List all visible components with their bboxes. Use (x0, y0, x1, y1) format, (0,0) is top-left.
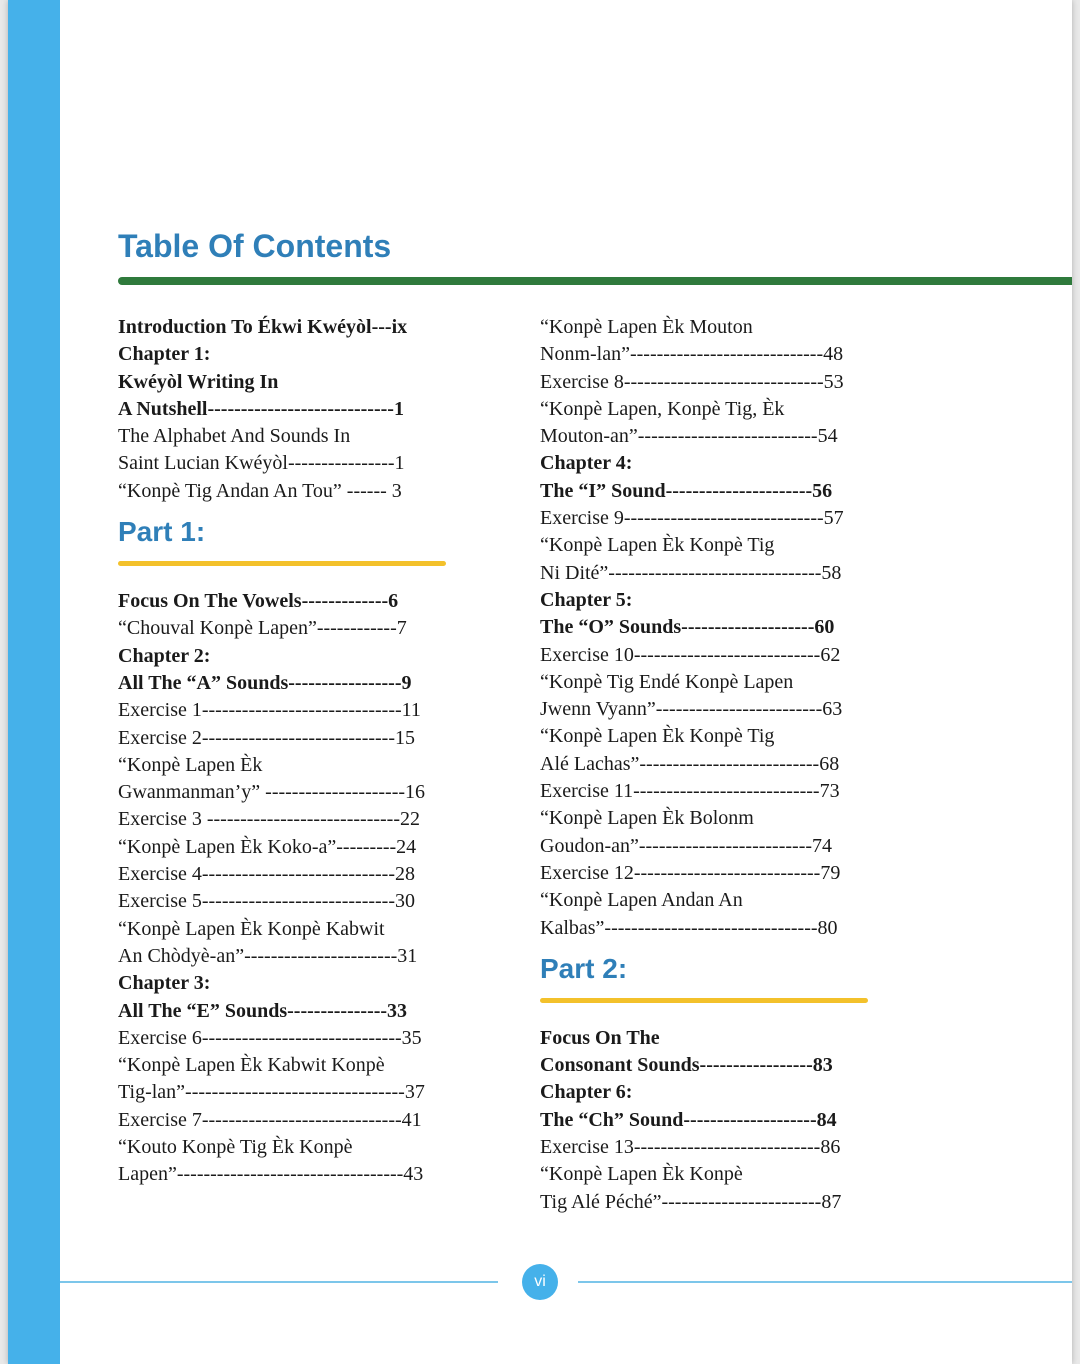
toc-entry-line: Exercise 6------------------------------35 (118, 1026, 422, 1049)
toc-entry-line: Exercise 4-----------------------------28 (118, 863, 415, 886)
toc-entry-line: Tig Alé Péché”------------------------87 (540, 1190, 842, 1213)
toc-entry-line: “Konpè Lapen Èk Koko-a”---------24 (118, 835, 417, 858)
toc-entry-line: An Chòdyè-an”-----------------------31 (118, 944, 418, 967)
title-underline (118, 277, 1072, 285)
toc-entry-line: Exercise 5-----------------------------30 (118, 890, 415, 913)
toc-entry-line: Exercise 2-----------------------------15 (118, 726, 415, 749)
toc-entry-line: Gwanmanman’y” ---------------------16 (118, 781, 426, 804)
toc-entry-line: Exercise 13----------------------------86 (540, 1136, 841, 1159)
side-color-bar (8, 0, 60, 1364)
part-heading: Part 1: (118, 516, 206, 548)
toc-entry-line: “Konpè Lapen Èk (118, 753, 263, 776)
toc-left-column (118, 314, 438, 1189)
toc-heading-line: Kwéyòl Writing In (118, 370, 279, 393)
footer-rule-right (578, 1281, 1072, 1283)
toc-heading-line: Chapter 3: (118, 972, 211, 995)
toc-entry-line: “Konpè Lapen Èk Konpè Kabwit (118, 917, 385, 940)
toc-heading-line: Chapter 4: (540, 452, 633, 475)
toc-entry-line: The Alphabet And Sounds In (118, 425, 351, 448)
toc-heading-line: The “O” Sounds--------------------60 (540, 616, 835, 639)
toc-entry-line: Exercise 3 -----------------------------22 (118, 808, 420, 831)
toc-entry-line: “Konpè Lapen Èk Konpè (540, 1163, 743, 1186)
page-title: Table Of Contents (118, 228, 392, 264)
toc-heading-line: Chapter 5: (540, 588, 633, 611)
toc-entry-line: “Chouval Konpè Lapen”------------7 (118, 617, 407, 640)
toc-entry-line: Exercise 10----------------------------62 (540, 643, 841, 666)
toc-entry-line: Alé Lachas”---------------------------68 (540, 752, 840, 775)
toc-heading-line: A Nutshell----------------------------1 (118, 397, 404, 420)
toc-entry-line: Exercise 11----------------------------73 (540, 780, 840, 803)
toc-entry-line: Goudon-an”--------------------------74 (540, 834, 833, 857)
part-underline (118, 561, 446, 566)
toc-heading-line: All The “A” Sounds-----------------9 (118, 671, 412, 694)
part-underline (540, 998, 868, 1003)
toc-heading-line: Introduction To Ékwi Kwéyòl---ix (118, 316, 408, 338)
toc-heading-line: Focus On The (540, 1026, 660, 1049)
toc-entry-line: “Konpè Lapen Èk Konpè Tig (540, 534, 775, 557)
toc-entry-line: Saint Lucian Kwéyòl----------------1 (118, 452, 405, 475)
toc-right-column (540, 314, 860, 1216)
toc-entry-line: “Konpè Tig Endé Konpè Lapen (540, 670, 794, 693)
footer-rule-left (60, 1281, 498, 1283)
toc-heading-line: The “I” Sound----------------------56 (540, 479, 833, 502)
toc-entry-line: “Konpè Tig Andan An Tou” ------ 3 (118, 479, 402, 502)
document-page (8, 0, 1072, 1364)
toc-entry-line: Exercise 9------------------------------57 (540, 507, 844, 530)
toc-entry-line: “Konpè Lapen Èk Kabwit Konpè (118, 1054, 385, 1077)
toc-entry-line: “Konpè Lapen Èk Bolonm (540, 807, 754, 830)
toc-entry-line: Mouton-an”---------------------------54 (540, 425, 838, 448)
toc-entry-line: “Konpè Lapen Èk Konpè Tig (540, 725, 775, 748)
page-number: vi (522, 1264, 558, 1300)
toc-entry-line: Jwenn Vyann”-------------------------63 (540, 698, 843, 721)
toc-heading-line: The “Ch” Sound--------------------84 (540, 1108, 837, 1131)
toc-entry-line: Lapen”----------------------------------43 (118, 1163, 424, 1186)
toc-entry-line: Exercise 1------------------------------11 (118, 699, 421, 722)
toc-entry-line: “Konpè Lapen Andan An (540, 889, 743, 912)
toc-heading-line: Focus On The Vowels-------------6 (118, 590, 399, 613)
toc-heading-line: Chapter 6: (540, 1081, 633, 1104)
toc-entry-line: Exercise 7------------------------------41 (118, 1108, 422, 1131)
toc-entry-line: Nonm-lan”-----------------------------48 (540, 343, 844, 366)
toc-entry-line: Tig-lan”---------------------------------37 (118, 1081, 425, 1104)
toc-heading-line: Chapter 2: (118, 644, 211, 667)
toc-heading-line: All The “E” Sounds---------------33 (118, 999, 408, 1022)
toc-entry-line: Exercise 12----------------------------79 (540, 861, 841, 884)
toc-heading-line: Consonant Sounds-----------------83 (540, 1054, 833, 1077)
toc-entry-line: Exercise 8------------------------------53 (540, 370, 844, 393)
toc-entry-line: “Kouto Konpè Tig Èk Konpè (118, 1136, 353, 1159)
toc-entry-line: “Konpè Lapen Èk Mouton (540, 316, 753, 338)
toc-entry-line: Kalbas”--------------------------------80 (540, 916, 838, 939)
toc-heading-line: Chapter 1: (118, 343, 211, 366)
toc-entry-line: Ni Dité”--------------------------------58 (540, 561, 842, 584)
toc-entry-line: “Konpè Lapen, Konpè Tig, Èk (540, 397, 785, 420)
part-heading: Part 2: (540, 952, 628, 984)
